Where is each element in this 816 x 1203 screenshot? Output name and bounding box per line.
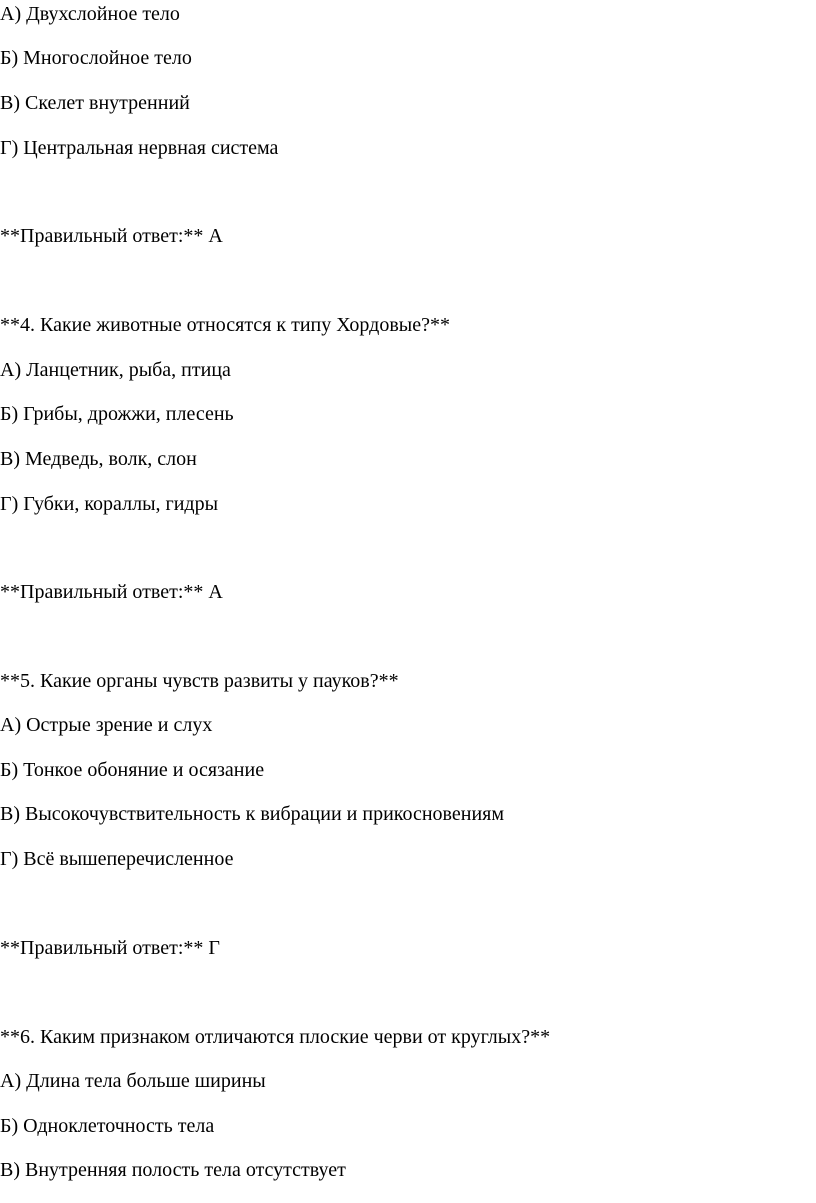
q5-question: **5. Какие органы чувств развиты у пауков?** [0,670,399,692]
q4-answer: **Правильный ответ:** А [0,581,223,603]
q5-option-c: В) Высокочувствительность к вибрации и прикосновениям [0,803,505,825]
q5-answer: **Правильный ответ:** Г [0,937,220,959]
q3-option-d: Г) Центральная нервная система [0,137,279,159]
q4-option-c: В) Медведь, волк, слон [0,448,197,470]
q3-answer: **Правильный ответ:** А [0,225,223,247]
q3-option-a: А) Двухслойное тело [0,3,180,25]
q5-option-b: Б) Тонкое обоняние и осязание [0,759,265,781]
q6-option-a: А) Длина тела больше ширины [0,1070,266,1092]
q4-question: **4. Какие животные относятся к типу Хордовые?** [0,314,450,336]
q4-option-b: Б) Грибы, дрожжи, плесень [0,403,234,425]
q6-question: **6. Каким признаком отличаются плоские черви от круглых?** [0,1026,551,1048]
q3-option-b: Б) Многослойное тело [0,47,192,69]
q5-option-d: Г) Всё вышеперечисленное [0,848,234,870]
q6-option-c: В) Внутренняя полость тела отсутствует [0,1159,346,1181]
q3-option-c: В) Скелет внутренний [0,92,190,114]
q5-option-a: А) Острые зрение и слух [0,714,213,736]
q6-option-b: Б) Одноклеточность тела [0,1115,215,1137]
q4-option-d: Г) Губки, кораллы, гидры [0,493,219,515]
q4-option-a: А) Ланцетник, рыба, птица [0,359,231,381]
